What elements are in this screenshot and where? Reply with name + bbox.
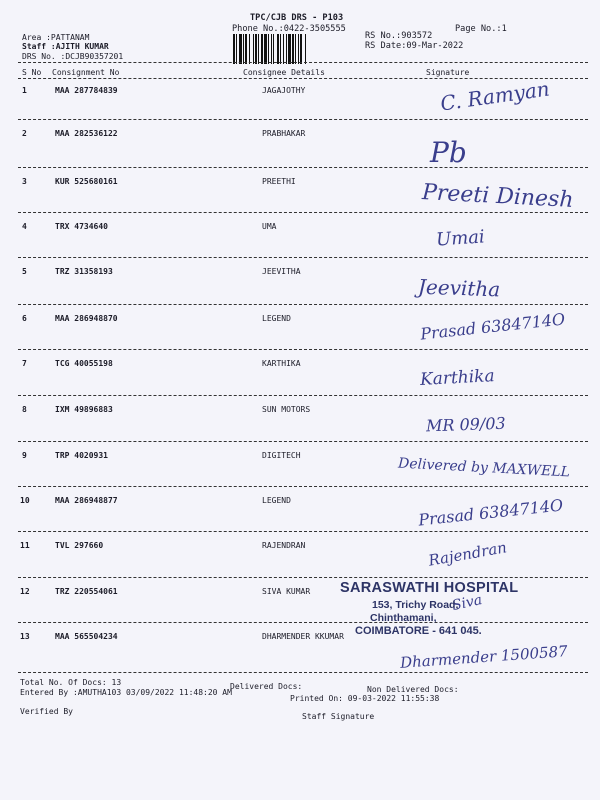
row-serial-number: 1 (22, 86, 27, 95)
non-delivered-docs: Non Delivered Docs: (367, 685, 459, 694)
row-serial-number: 2 (22, 129, 27, 138)
row-consignee-name: LEGEND (262, 496, 291, 505)
row-consignee-name: JEEVITHA (262, 267, 301, 276)
row-consignment-number: MAA 282536122 (55, 129, 118, 138)
row-handwritten-signature: MR 09/03 (425, 413, 506, 436)
page-number: Page No.:1 (455, 24, 507, 34)
verified-by: Verified By (20, 707, 73, 716)
printed-on: Printed On: 09-03-2022 11:55:38 (290, 694, 440, 703)
row-consignment-number: TRX 4734640 (55, 222, 108, 231)
row-handwritten-signature: Prasad 6384714O (419, 309, 567, 344)
staff-signature-label: Staff Signature (302, 712, 375, 721)
row-consignment-number: TRP 4020931 (55, 451, 108, 460)
row-handwritten-signature: Delivered by MAXWELL (397, 455, 571, 481)
row-serial-number: 5 (22, 267, 27, 276)
row-consignment-number: MAA 287784839 (55, 86, 118, 95)
barcode-image (233, 34, 357, 64)
row-serial-number: 7 (22, 359, 27, 368)
stamp-city: COIMBATORE - 641 045. (355, 625, 482, 637)
staff-label: Staff :AJITH KUMAR (22, 42, 109, 51)
row-serial-number: 11 (20, 541, 30, 550)
row-handwritten-signature: Siva (450, 592, 484, 614)
document-title: TPC/CJB DRS - P103 (250, 13, 344, 23)
row-serial-number: 13 (20, 632, 30, 641)
row-serial-number: 6 (22, 314, 27, 323)
rs-date: RS Date:09-Mar-2022 (365, 41, 464, 51)
rs-number: RS No.:903572 (365, 31, 433, 41)
row-serial-number: 4 (22, 222, 27, 231)
row-consignment-number: KUR 525680161 (55, 177, 118, 186)
column-header-sno: S No (22, 68, 42, 77)
row-handwritten-signature: Dharmender 1500587 (399, 642, 569, 672)
row-consignee-name: PRABHAKAR (262, 129, 306, 138)
row-consignment-number: TVL 297660 (55, 541, 104, 550)
row-consignment-number: MAA 286948877 (55, 496, 118, 505)
area-label: Area :PATTANAM (22, 33, 90, 42)
row-consignee-name: KARTHIKA (262, 359, 301, 368)
column-header-signature: Signature (426, 68, 470, 77)
row-serial-number: 3 (22, 177, 27, 186)
row-consignee-name: JAGAJOTHY (262, 86, 306, 95)
row-consignee-name: RAJENDRAN (262, 541, 306, 550)
row-consignment-number: TRZ 31358193 (55, 267, 113, 276)
row-consignee-name: PREETHI (262, 177, 296, 186)
stamp-address-line: Chinthamani, (370, 612, 437, 624)
row-consignee-name: DIGITECH (262, 451, 301, 460)
row-consignee-name: UMA (262, 222, 277, 231)
row-consignment-number: TCG 40055198 (55, 359, 113, 368)
row-consignee-name: SUN MOTORS (262, 405, 311, 414)
stamp-hospital-name: SARASWATHI HOSPITAL (340, 580, 519, 596)
delivered-docs: Delivered Docs: (230, 682, 303, 691)
row-handwritten-signature: Pb (430, 136, 467, 169)
row-serial-number: 12 (20, 587, 30, 596)
column-header-consignee: Consignee Details (243, 68, 325, 77)
row-consignee-name: DHARMENDER KKUMAR (262, 632, 344, 641)
phone-number: Phone No.:0422-3505555 (232, 24, 346, 34)
row-serial-number: 8 (22, 405, 27, 414)
row-consignee-name: LEGEND (262, 314, 291, 323)
row-handwritten-signature: Prasad 6384714O (417, 495, 565, 530)
row-serial-number: 10 (20, 496, 30, 505)
column-header-consignment: Consignment No (52, 68, 120, 77)
stamp-address-line: 153, Trichy Road, (372, 599, 459, 611)
row-handwritten-signature: C. Ramyan (438, 76, 551, 116)
row-handwritten-signature: Preeti Dinesh (421, 180, 575, 213)
entered-by: Entered By :AMUTHA103 03/09/2022 11:48:20 AM (20, 688, 232, 697)
drs-number: DRS No. :DCJB90357201 (22, 52, 124, 61)
row-handwritten-signature: Rajendran (427, 538, 509, 570)
row-consignee-name: SIVA KUMAR (262, 587, 311, 596)
row-consignment-number: TRZ 220554061 (55, 587, 118, 596)
row-consignment-number: IXM 49896883 (55, 405, 113, 414)
row-handwritten-signature: Umai (435, 226, 486, 251)
row-handwritten-signature: Jeevitha (417, 274, 501, 302)
row-consignment-number: MAA 565504234 (55, 632, 118, 641)
row-consignment-number: MAA 286948870 (55, 314, 118, 323)
row-serial-number: 9 (22, 451, 27, 460)
total-docs: Total No. Of Docs: 13 (20, 678, 122, 687)
row-handwritten-signature: Karthika (419, 366, 496, 390)
